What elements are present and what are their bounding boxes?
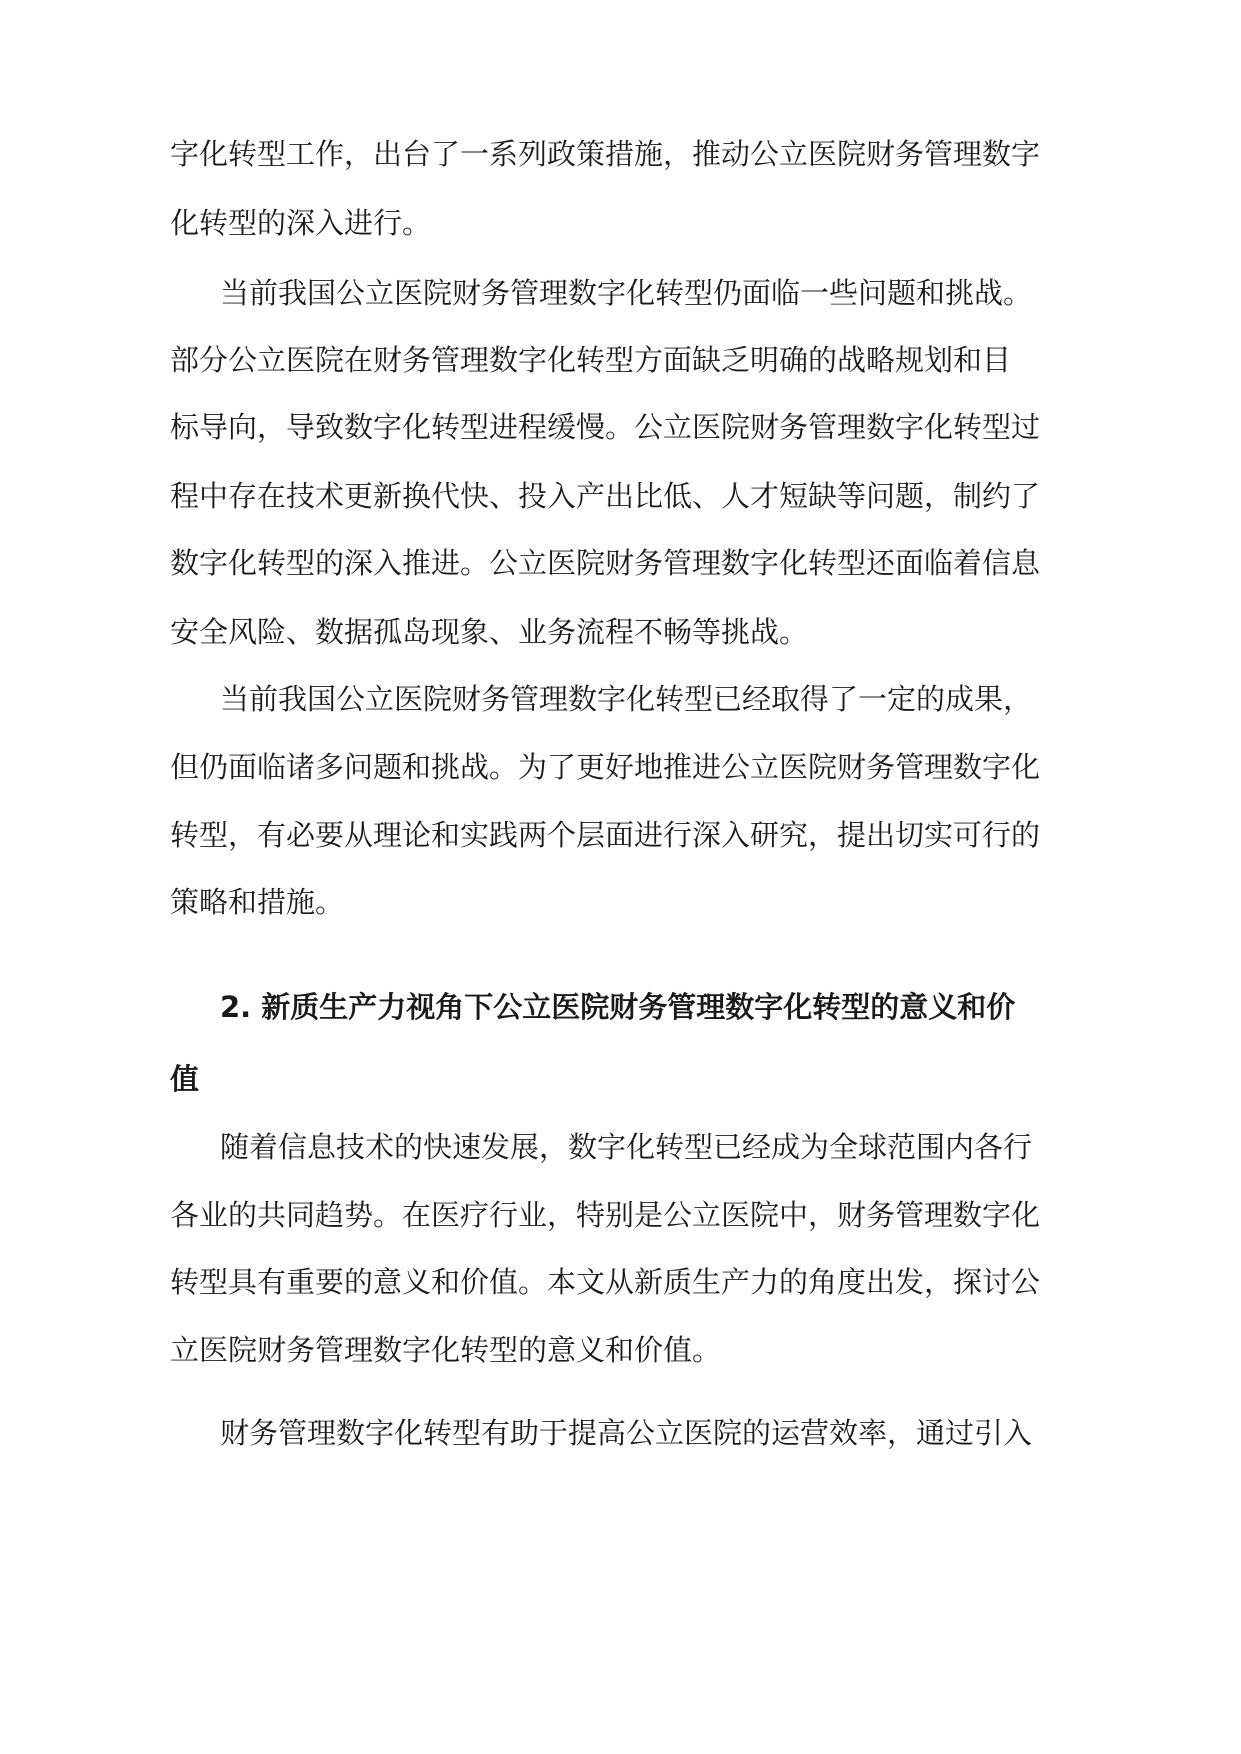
body-text-line — [0, 747, 1241, 787]
body-text-line — [0, 1413, 1241, 1453]
paragraph-2-line-5: 数字化转型的深入推进。公立医院财务管理数字化转型还面临着信息 — [170, 546, 1041, 580]
paragraph-1-line-2: 化转型的深入进行。 — [170, 206, 432, 240]
paragraph-3-line-3: 转型，有必要从理论和实践两个层面进行深入研究，提出切实可行的 — [170, 818, 1041, 852]
paragraph-3-line-4: 策略和措施。 — [170, 885, 345, 919]
body-text-line — [0, 1127, 1241, 1167]
section-heading-line-2: 值 — [170, 1062, 200, 1096]
body-text-line — [0, 134, 1241, 174]
paragraph-5-line-1: 财务管理数字化转型有助于提高公立医院的运营效率，通过引入 — [220, 1416, 1033, 1450]
body-text-line — [0, 340, 1241, 380]
body-text-line — [0, 476, 1241, 516]
body-text-line — [0, 815, 1241, 855]
body-text-line — [0, 679, 1241, 719]
paragraph-3-line-1: 当前我国公立医院财务管理数字化转型已经取得了一定的成果， — [220, 682, 1033, 716]
paragraph-4-line-1: 随着信息技术的快速发展，数字化转型已经成为全球范围内各行 — [220, 1130, 1033, 1164]
body-text-line — [0, 1262, 1241, 1302]
body-text-line — [0, 1330, 1241, 1370]
body-text-line — [0, 612, 1241, 652]
body-text-line — [0, 203, 1241, 243]
paragraph-4-line-2: 各业的共同趋势。在医疗行业，特别是公立医院中，财务管理数字化 — [170, 1198, 1041, 1232]
section-heading-line-1: 2. 新质生产力视角下公立医院财务管理数字化转型的意义和价 — [220, 990, 1016, 1024]
body-text-line — [0, 543, 1241, 583]
paragraph-2-line-2: 部分公立医院在财务管理数字化转型方面缺乏明确的战略规划和目 — [170, 343, 1012, 377]
paragraph-3-line-2: 但仍面临诸多问题和挑战。为了更好地推进公立医院财务管理数字化 — [170, 750, 1041, 784]
section-heading-line — [0, 1059, 1241, 1099]
paragraph-2-line-1: 当前我国公立医院财务管理数字化转型仍面临一些问题和挑战。 — [220, 276, 1033, 310]
paragraph-1-line-1: 字化转型工作，出台了一系列政策措施，推动公立医院财务管理数字 — [170, 137, 1041, 171]
body-text-line — [0, 1195, 1241, 1235]
paragraph-4-line-3: 转型具有重要的意义和价值。本文从新质生产力的角度出发，探讨公 — [170, 1265, 1041, 1299]
section-heading-line — [0, 987, 1241, 1027]
paragraph-4-line-4: 立医院财务管理数字化转型的意义和价值。 — [170, 1333, 722, 1367]
body-text-line — [0, 273, 1241, 313]
paragraph-2-line-6: 安全风险、数据孤岛现象、业务流程不畅等挑战。 — [170, 615, 809, 649]
body-text-line — [0, 882, 1241, 922]
body-text-line — [0, 407, 1241, 447]
paragraph-2-line-4: 程中存在技术更新换代快、投入产出比低、人才短缺等问题，制约了 — [170, 479, 1041, 513]
paragraph-2-line-3: 标导向，导致数字化转型进程缓慢。公立医院财务管理数字化转型过 — [170, 410, 1041, 444]
